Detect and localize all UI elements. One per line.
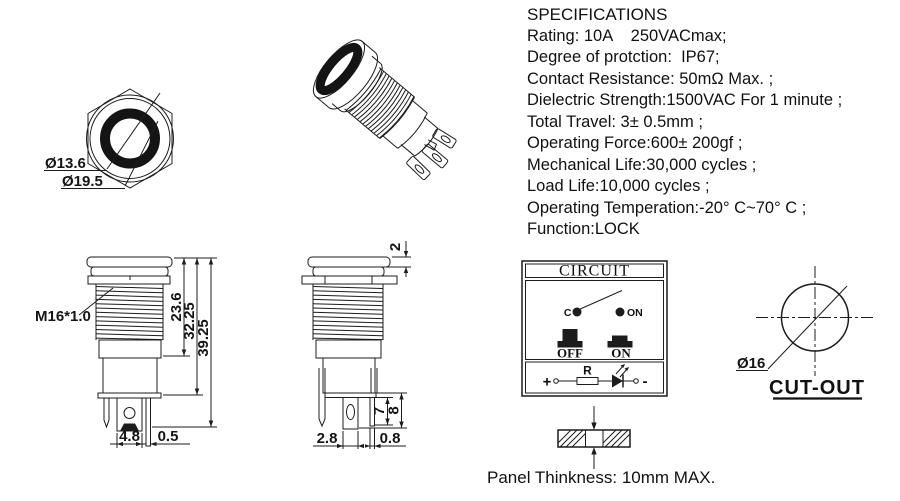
rotated-side-view <box>302 241 411 449</box>
front-view <box>44 89 174 190</box>
threads <box>313 287 383 340</box>
dim-label-7: 7 <box>371 406 388 416</box>
plus-label: + <box>542 373 552 391</box>
spec-line-travel: Total Travel: 3± 0.5mm ; <box>527 112 703 131</box>
dim-label-bezel: Ø19.5 <box>62 173 103 190</box>
on-contact-dot <box>616 308 625 317</box>
dim-label-2: 2 <box>387 242 404 252</box>
cutout-view <box>736 266 874 399</box>
side-view <box>35 257 217 448</box>
hatching-left <box>558 430 586 447</box>
circuit-switch-cell <box>526 281 664 360</box>
spec-line-dielectric: Dielectric Strength:1500VAC For 1 minute ; <box>527 91 843 109</box>
terminal-hole <box>124 408 135 419</box>
body-cylinder <box>99 340 161 358</box>
circuit-diagram <box>522 261 667 396</box>
base-plate <box>98 393 161 398</box>
switch-lever <box>578 291 622 311</box>
common-label: C <box>563 307 572 319</box>
led-ring <box>105 114 155 164</box>
dim-label-0-5: 0.5 <box>157 428 179 445</box>
on-button-icon <box>612 336 628 342</box>
hex-flange <box>302 276 397 284</box>
specifications-title: SPECIFICATIONS <box>527 5 668 24</box>
off-button-icon <box>563 329 578 342</box>
dim-label-23-6: 23.6 <box>168 292 185 322</box>
dim-label-4-8: 4.8 <box>119 428 140 445</box>
dim-label-0-8: 0.8 <box>379 430 401 447</box>
dim-label-32-25: 32.25 <box>181 302 198 340</box>
base-housing <box>103 358 157 393</box>
cutout-label: CUT-OUT <box>769 377 865 399</box>
bezel-outer-circle <box>87 95 174 182</box>
arrow-down <box>591 423 596 431</box>
led-symbol <box>612 375 623 388</box>
body-cylinder <box>316 340 381 358</box>
isometric-view <box>305 32 472 188</box>
panel-thickness-label: Panel Thinkness: 10mm MAX. <box>487 468 716 487</box>
neck-ring <box>313 267 384 276</box>
terminal-flat <box>343 398 358 430</box>
spec-line-load-life: Load Life:10,000 cycles ; <box>527 177 710 195</box>
on-state-label: ON <box>611 345 631 361</box>
cap <box>308 257 390 267</box>
dim-label-16: Ø16 <box>737 355 766 372</box>
hex-flange <box>88 276 170 284</box>
spec-line-contact-resistance: Contact Resistance: 50mΩ Max. ; <box>527 69 774 88</box>
panel-thickness <box>487 406 715 487</box>
cap <box>87 257 172 267</box>
base-plate <box>325 393 376 398</box>
dim-leader-16 <box>768 286 847 369</box>
hatching-right <box>603 430 630 447</box>
terminal-edge <box>146 398 151 446</box>
threads <box>96 287 163 340</box>
spec-line-temperature: Operating Temperation:-20° C~70° C ; <box>527 198 807 217</box>
spec-line-mech-life: Mechanical Life:30,000 cycles ; <box>527 155 757 174</box>
arrow-up <box>591 447 596 455</box>
base-housing <box>323 358 375 393</box>
dim-label-thread: M16*1.0 <box>35 308 91 325</box>
dim-label-8: 8 <box>385 406 403 415</box>
specifications-block <box>527 4 842 241</box>
dim-label-2-8: 2.8 <box>316 430 338 447</box>
on-contact-label: ON <box>627 307 643 319</box>
circuit-title: CIRCUIT <box>559 262 630 280</box>
terminal-tab-lower <box>406 156 431 181</box>
terminal-pin <box>319 368 325 426</box>
threads-3d <box>346 69 416 140</box>
dim-label-led-ring: Ø13.6 <box>45 155 86 172</box>
off-state-label: OFF <box>557 345 583 361</box>
dim-label-39-25: 39.25 <box>195 319 212 357</box>
spec-line-protection: Degree of protction: IP67; <box>527 48 720 66</box>
spec-line-function: Function:LOCK <box>527 220 640 238</box>
terminal-pin <box>104 398 109 427</box>
spec-line-rating: Rating: 10A 250VACmax; <box>527 26 727 45</box>
led-ring-3d <box>314 42 363 96</box>
resistor-symbol <box>577 378 598 385</box>
spec-line-force: Operating Force:600± 200gf ; <box>527 134 743 152</box>
minus-label: - <box>642 373 648 390</box>
resistor-label: R <box>583 363 592 378</box>
neck-ring <box>91 267 168 276</box>
terminal-slot <box>347 405 355 420</box>
